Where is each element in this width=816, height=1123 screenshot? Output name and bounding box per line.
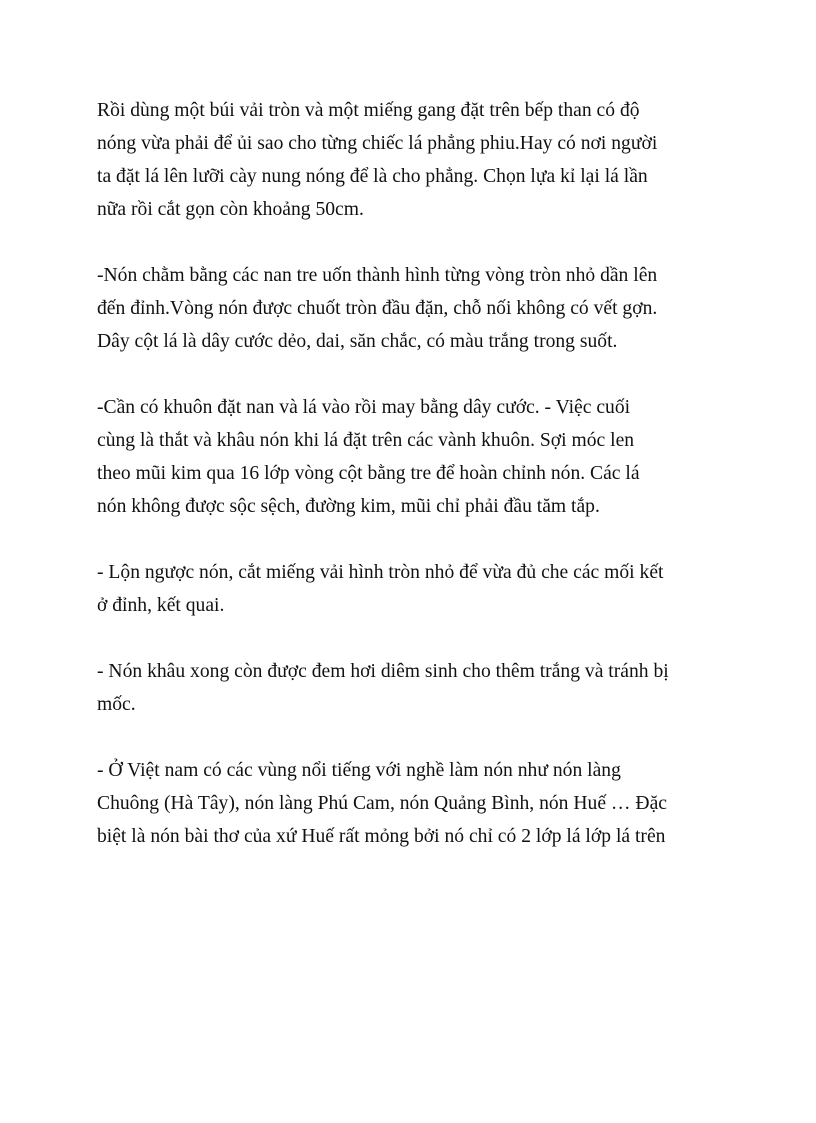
body-text: [97, 94, 737, 886]
paragraph-sulfur-treatment: [97, 655, 737, 721]
text-line: theo mũi kim qua 16 lớp vòng cột bằng tre để hoàn chỉnh nón. Các lá: [97, 463, 640, 484]
text-line: nữa rồi cắt gọn còn khoảng 50cm.: [97, 199, 364, 220]
text-line: Dây cột lá là dây cước dẻo, dai, săn chắc, có màu trắng trong suốt.: [97, 331, 618, 352]
text-line: -Nón chằm bằng các nan tre uốn thành hình từng vòng tròn nhỏ dần lên: [97, 265, 658, 286]
paragraph-famous-regions: [97, 754, 737, 853]
text-line: ta đặt lá lên lưỡi cày nung nóng để là cho phẳng. Chọn lựa kỉ lại lá lần: [97, 166, 648, 187]
text-line: - Lộn ngược nón, cắt miếng vải hình tròn nhỏ để vừa đủ che các mối kết: [97, 562, 664, 583]
text-line: biệt là nón bài thơ của xứ Huế rất mỏng bởi nó chỉ có 2 lớp lá lớp lá trên: [97, 826, 666, 847]
text-line: Chuông (Hà Tây), nón làng Phú Cam, nón Quảng Bình, nón Huế … Đặc: [97, 793, 667, 814]
text-line: ở đỉnh, kết quai.: [97, 595, 225, 616]
text-line: - Ở Việt nam có các vùng nổi tiếng với nghề làm nón như nón làng: [97, 760, 621, 781]
text-line: cùng là thắt và khâu nón khi lá đặt trên các vành khuôn. Sợi móc len: [97, 430, 635, 451]
paragraph-ironing-leaves: [97, 94, 737, 226]
text-line: -Cần có khuôn đặt nan và lá vào rồi may bằng dây cước. - Việc cuối: [97, 397, 631, 418]
text-line: mốc.: [97, 694, 136, 715]
text-line: nón không được sộc sệch, đường kim, mũi chỉ phải đầu tăm tắp.: [97, 496, 600, 517]
paragraph-finishing-top: [97, 556, 737, 622]
text-line: Rồi dùng một búi vải tròn và một miếng gang đặt trên bếp than có độ: [97, 100, 640, 121]
text-line: đến đỉnh.Vòng nón được chuốt tròn đầu đặn, chỗ nối không có vết gợn.: [97, 298, 658, 319]
text-line: - Nón khâu xong còn được đem hơi diêm sinh cho thêm trắng và tránh bị: [97, 661, 669, 682]
paragraph-sewing: [97, 391, 737, 523]
paragraph-bamboo-frame: [97, 259, 737, 358]
text-line: nóng vừa phải để ủi sao cho từng chiếc lá phẳng phiu.Hay có nơi người: [97, 133, 658, 154]
